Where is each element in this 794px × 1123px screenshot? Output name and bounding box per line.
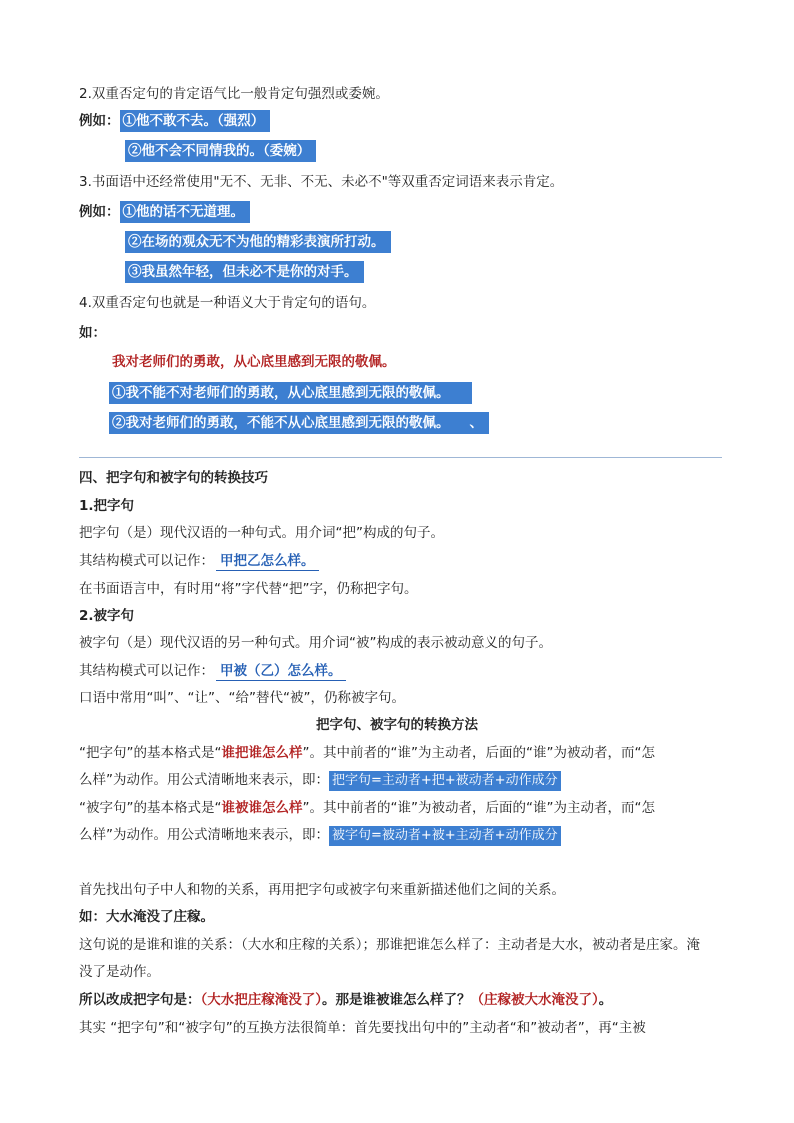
- paragraph-2: 2.双重否定句的肯定语气比一般肯定句强烈或委婉。: [79, 86, 389, 102]
- ba-format-line-2: [79, 770, 561, 791]
- ba-format-text: “把字句”的基本格式是“: [79, 745, 222, 761]
- bei-format-text-3: 么样”为动作。用公式清晰地来表示，即：: [79, 827, 329, 843]
- example-sentence: 如：大水淹没了庄稼。: [79, 909, 214, 925]
- highlight-example: ①他不敢不去。（强烈）: [120, 110, 271, 132]
- highlight-example: ②他不会不同情我的。（委婉）: [125, 140, 316, 162]
- conclusion-text-2: 。那是谁被谁怎么样了？: [322, 992, 471, 1008]
- bei-format-line-2: [79, 825, 561, 846]
- example-row-2c: [125, 261, 364, 283]
- conclusion-text: 所以改成把字句是：: [79, 992, 201, 1008]
- ba-title: 1.把字句: [79, 498, 135, 514]
- section-divider: [79, 457, 722, 458]
- bei-title: 2.被字句: [79, 608, 135, 624]
- example-row-3b: [109, 412, 489, 434]
- highlight-example: ①我不能不对老师们的勇敢，从心底里感到无限的敬佩。: [109, 382, 472, 404]
- highlight-example: ③我虽然年轻，但未必不是你的对手。: [125, 261, 364, 283]
- bei-format-text: “被字句”的基本格式是“: [79, 800, 222, 816]
- example-label: 例如：: [79, 113, 120, 129]
- conclusion-red-2: （庄稼被大水淹没了）: [470, 992, 599, 1008]
- ba-definition: 把字句（是）现代汉语的一种句式。用介词“把”构成的句子。: [79, 525, 444, 541]
- highlight-example: ②在场的观众无不为他的精彩表演所打动。: [125, 231, 391, 253]
- bei-format-line-1: [79, 798, 655, 818]
- bei-format-text-2: ”。其中前者的“谁”为被动者，后面的“谁”为主动者，而“怎: [302, 800, 655, 816]
- ba-format-red: 谁把谁怎么样: [221, 745, 303, 761]
- conclusion-text-3: 。: [598, 992, 613, 1008]
- ba-structure: [79, 551, 319, 571]
- bei-note: 口语中常用“叫”、“让”、“给”替代“被”，仍称被字句。: [79, 690, 405, 706]
- ba-note: 在书面语言中，有时用“将”字代替“把”字，仍称把字句。: [79, 581, 418, 597]
- section-4-title: 四、把字句和被字句的转换技巧: [79, 470, 268, 486]
- ba-format-text-3: 么样”为动作。用公式清晰地来表示，即：: [79, 772, 329, 788]
- paragraph-4: 4.双重否定句也就是一种语义大于肯定句的语句。: [79, 295, 376, 311]
- ba-formula-highlight: 把字句=主动者+把+被动者+动作成分: [329, 771, 561, 791]
- highlight-text: ②我对老师们的勇敢，不能不从心底里感到无限的敬佩。: [112, 415, 450, 431]
- example-row-1a: [79, 110, 270, 132]
- ba-format-text-2: ”。其中前者的“谁”为主动者，后面的“谁”为被动者，而“怎: [302, 745, 655, 761]
- ba-structure-formula: 甲把乙怎么样。: [216, 552, 319, 571]
- bei-structure: [79, 661, 346, 681]
- bei-definition: 被字句（是）现代汉语的另一种句式。用介词“被”构成的表示被动意义的句子。: [79, 635, 552, 651]
- ru-label: 如：: [79, 325, 106, 341]
- method-title: 把字句、被字句的转换方法: [316, 717, 478, 733]
- bei-structure-formula: 甲被（乙）怎么样。: [216, 662, 346, 681]
- explanation-line-1: 这句说的是谁和谁的关系：（大水和庄稼的关系）；那谁把谁怎么样了：主动者是大水，被动者是庄家。淹: [79, 937, 700, 953]
- red-sentence: 我对老师们的勇敢，从心底里感到无限的敬佩。: [112, 354, 396, 370]
- conclusion-line: [79, 990, 612, 1010]
- example-row-2b: [125, 231, 391, 253]
- conclusion-red-1: （大水把庄稼淹没了）: [200, 992, 322, 1008]
- ba-format-line-1: [79, 743, 655, 763]
- final-paragraph: 其实 “把字句”和“被字句”的互换方法很简单：首先要找出句中的”主动者“和”被动者”，再“主被: [79, 1020, 646, 1036]
- paragraph-3: 3.书面语中还经常使用"无不、无非、不无、未必不"等双重否定词语来表示肯定。: [79, 174, 564, 190]
- example-row-3a: [109, 382, 472, 404]
- bei-formula-highlight: 被字句=被动者+被+主动者+动作成分: [329, 826, 561, 846]
- highlight-example: ①他的话不无道理。: [120, 201, 251, 223]
- ba-structure-prefix: 其结构模式可以记作：: [79, 553, 214, 569]
- example-row-2a: [79, 201, 250, 223]
- bei-structure-prefix: 其结构模式可以记作：: [79, 663, 214, 679]
- bei-format-red: 谁被谁怎么样: [221, 800, 303, 816]
- example-label: 例如：: [79, 204, 120, 220]
- first-step: 首先找出句子中人和物的关系，再用把字句或被字句来重新描述他们之间的关系。: [79, 882, 565, 898]
- example-row-1b: [125, 140, 316, 162]
- trailing-mark: 、: [469, 415, 483, 431]
- explanation-line-2: 没了是动作。: [79, 964, 160, 980]
- highlight-example: [109, 412, 489, 434]
